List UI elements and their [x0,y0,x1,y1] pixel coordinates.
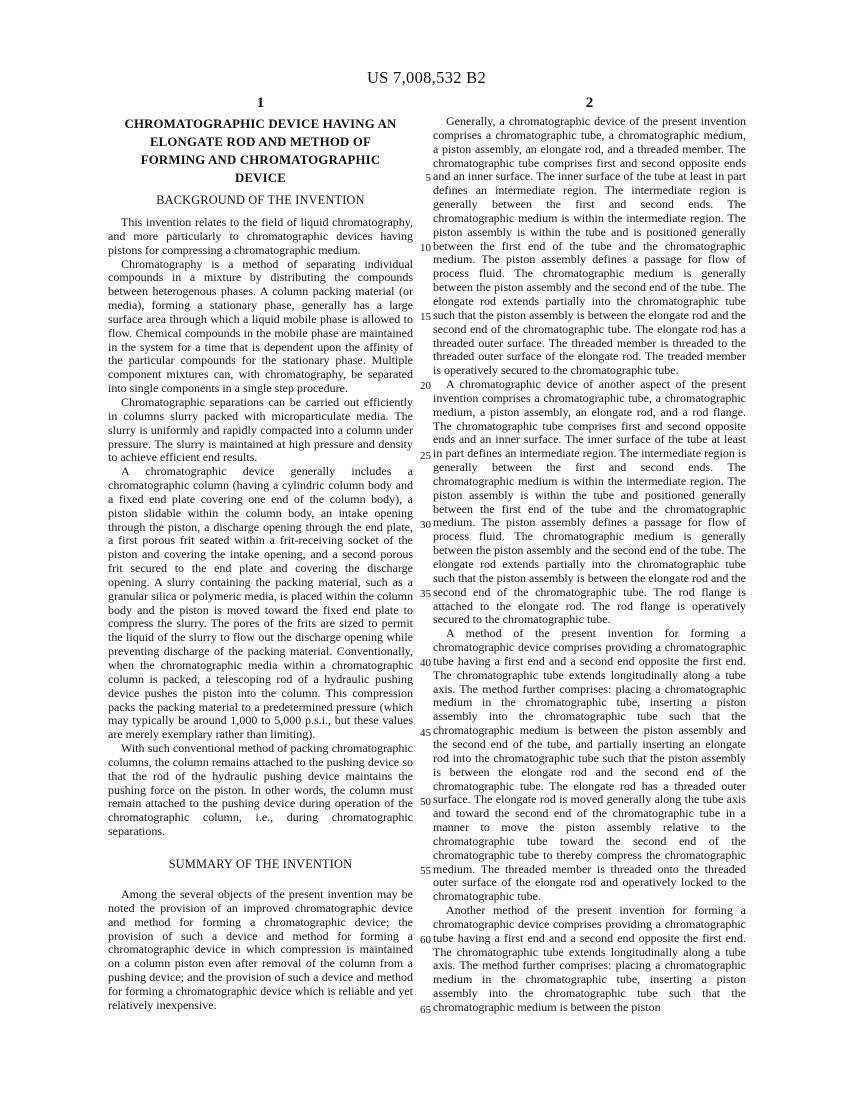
line-number-65: 65 [420,1004,431,1016]
invention-title: CHROMATOGRAPHIC DEVICE HAVING AN ELONGATE ROD AND METHOD OF FORMING AND CHROMATOGRAPHIC DEVICE [124,117,397,185]
line-number-40: 40 [420,657,431,669]
line-number-60: 60 [420,934,431,946]
line-number-25: 25 [420,450,431,462]
publication-number: US 7,008,532 B2 [366,68,487,87]
background-paragraph-5: With such conventional method of packing chromatographic columns, the column remains attached to the pushing device so that the rod of the hydraulic pushing device maintains the pushing force on the piston. In other words, the column must remain attached to the pushing device during operation of the chromatographic column, i.e., during chromatographic separations. [108,741,413,839]
column-2 [433,96,746,1015]
summary-paragraph-1: Among the several objects of the present invention may be noted the provision of an improved chromatographic device and method for forming a chromatographic device; the provision of such a device and method for forming a chromatographic device in which compression is maintained on a column piston even after removal of the column from a pushing device; and the provision of such a device and method for forming a chromatographic device which is reliable and yet relatively inexpensive. [108,886,413,1012]
background-paragraph-3: Chromatographic separations can be carried out efficiently in columns slurry packed with microparticulate media. The slurry is uniformly and rapidly compacted into a column under pressure. The slurry is maintained at high pressure and density to achieve efficient end results. [108,394,413,465]
line-number-50: 50 [420,796,431,808]
line-number-15: 15 [420,311,431,323]
line-number-45: 45 [420,727,431,739]
line-number-20: 20 [420,380,431,392]
summary-section-heading: SUMMARY OF THE INVENTION [168,856,353,871]
line-number-10: 10 [420,242,431,254]
line-number-30: 30 [420,519,431,531]
right-paragraph-3: A method of the present invention for forming a chromatographic device comprises providing a chromatographic tube having a first end and a second end opposite the first end. The chromatographic tube extends longitudinally along a tube axis. The method further comprises: placing a chromatographic medium in the chromatographic tube, inserting a piston assembly into the chromatographic tube such that the chromatographic medium is between the piston assembly and the second end of the tube, and partially inserting an elongate rod into the chromatographic tube such that the piston assembly is between the elongate rod and the second end of the chromatographic tube. The elongate rod has a threaded outer surface. The elongate rod is moved generally along the tube axis and toward the second end of the chromatographic tube in a manner to move the piston assembly relative to the chromatographic tube toward the second end of the chromatographic tube to thereby compress the chromatographic medium. The threaded member is threaded onto the threaded outer surface of the elongate rod and operatively locked to the chromatographic tube. [433,626,746,904]
background-section-heading: BACKGROUND OF THE INVENTION [156,193,365,207]
right-paragraph-1: Generally, a chromatographic device of the present invention comprises a chromatographic tube, a chromatographic medium, a piston assembly, an elongate rod, and a threaded member. The chromatographic tube comprises first and second opposite ends and an inner surface. The inner surface of the tube at least in part defines an intermediate region. The intermediate region is generally between the first and second ends. The chromatographic medium is within the intermediate region. The piston assembly is within the tube and is positioned generally between the first end of the tube and the chromatographic medium. The piston assembly defines a passage for flow of process fluid. The chromatographic medium is generally between the piston assembly and the second end of the tube. The elongate rod extends partially into the chromatographic tube such that the piston assembly is between the elongate rod and the second end of the chromatographic tube. The elongate rod has a threaded outer surface. The threaded member is threaded to the threaded outer surface of the elongate rod. The treaded member is operatively secured to the chromatographic tube. [433,114,746,378]
line-number-5: 5 [425,172,431,184]
background-paragraph-2: Chromatography is a method of separating individual compounds in a mixture by distributing the compounds between heterogenous phases. A column packing material (or media), forming a stationary phase, generally has a large surface area through which a liquid mobile phase is allowed to flow. Chemical compounds in the mobile phase are maintained in the system for a time that is dependent upon the affinity of the particular compounds for the stationary phase. Multiple component mixtures can, with chromatography, be separated into single components in a single step procedure. [108,256,413,396]
line-number-35: 35 [420,588,431,600]
background-paragraph-1: This invention relates to the field of liquid chromatography, and more particularly to chromatographic devices having pistons for compressing a chromatographic medium. [108,215,413,257]
right-paragraph-4: Another method of the present invention for forming a chromatographic device comprises providing a chromatographic tube having a first end and a second end opposite the first end. The chromatographic tube extends longitudinally along a tube axis. The method further comprises: placing a chromatographic medium in the chromatographic tube, inserting a piston assembly into the chromatographic tube such that the chromatographic medium is between the piston [433,903,746,1014]
column-1 [108,96,413,1013]
column-number-right: 2 [585,95,594,111]
right-paragraph-2: A chromatographic device of another aspect of the present invention comprises a chromatographic tube, a chromatographic medium, a piston assembly, an elongate rod, and a rod flange. The chromatographic tube comprises first and second opposite ends and an inner surface. The inner surface of the tube at least in part defines an intermediate region. The intermediate region is generally between the first and second ends. The chromatographic medium is within the intermediate region. The piston assembly is within the tube and positioned generally between the first end of the tube and the chromatographic medium. The piston assembly defines a passage for flow of process fluid. The chromatographic medium is generally between the piston assembly and the second end of the tube. The elongate rod extends partially into the chromatographic tube such that the piston assembly is between the elongate rod and the second end of the chromatographic tube. The rod flange is attached to the elongate rod. The rod flange is operatively secured to the chromatographic tube. [433,377,746,627]
column-number-left: 1 [256,95,265,111]
line-number-55: 55 [420,865,431,877]
background-paragraph-4: A chromatographic device generally includes a chromatographic column (having a cylindric column body and a fixed end plate covering one end of the column body), a piston slidable within the column body, an intake opening through the piston, a discharge opening through the end plate, a first porous frit seated within a frit-receiving socket of the piston and covering the intake opening, and a second porous frit secured to the end plate and covering the discharge opening. A slurry containing the packing material, such as a granular silica or polymeric media, is placed within the column body and the piston is moved toward the fixed end plate to compress the slurry. The pores of the frits are sized to permit the liquid of the slurry to flow out the discharge opening while preventing discharge of the packing material. Conventionally, when the chromatographic media within a chromatographic column is packed, a telescoping rod of a hydraulic pushing device pushes the piston into the column. This compression packs the packing material to a predetermined pressure (which may typically be around 1,000 to 5,000 p.s.i., but these values are merely exemplary rather than limiting). [108,464,413,742]
